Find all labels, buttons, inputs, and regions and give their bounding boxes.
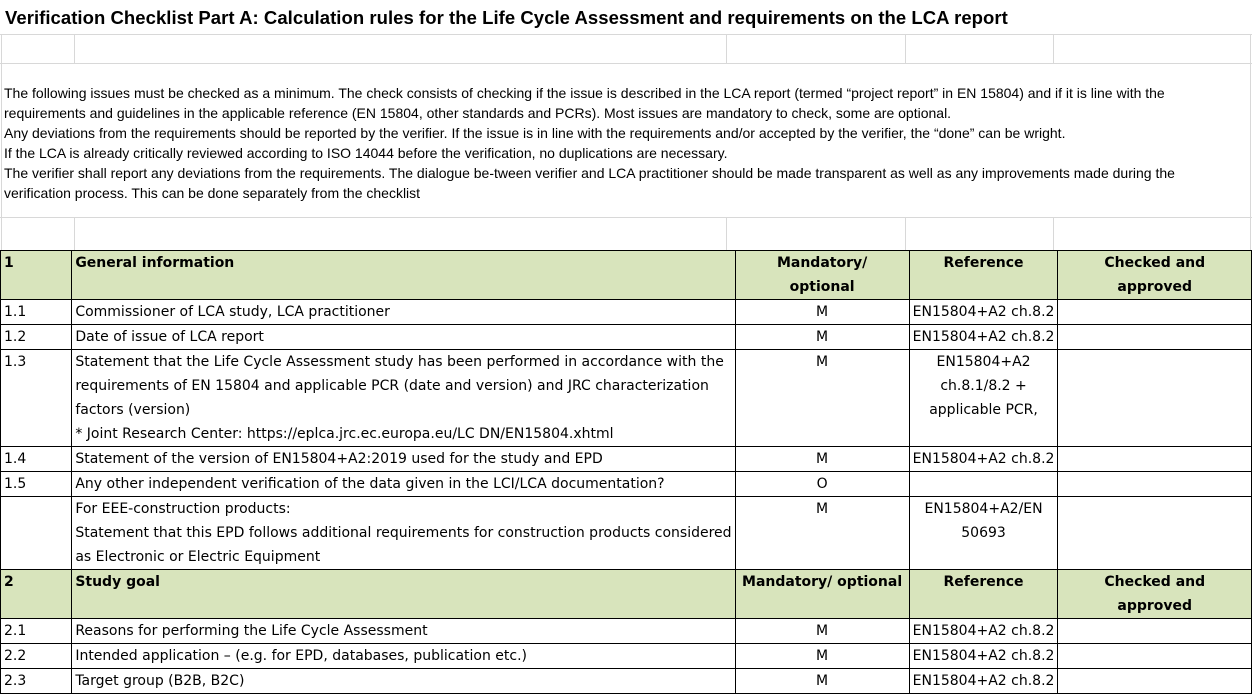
description-line-lines [75,447,731,471]
header-text-lines [739,251,906,299]
gridline [0,217,1252,218]
item-reference [909,497,1058,570]
checked-approved-cell[interactable] [1058,300,1252,325]
header-mandatory-optional [735,251,909,300]
gridline [0,34,1252,35]
description-line-lines [75,669,731,693]
table-row [1,644,1252,669]
item-description [72,350,735,447]
reference-line-lines [913,350,1055,422]
item-number: 1.5 [1,472,72,497]
item-number [1,497,72,570]
table-row [1,669,1252,694]
checked-approved-cell[interactable] [1058,325,1252,350]
item-mandatory-optional: M [735,447,909,472]
checked-approved-cell[interactable] [1058,669,1252,694]
checked-approved-cell[interactable] [1058,644,1252,669]
description-line: requirements of EN 15804 and applicable PCR (date and version) and JRC characterization [75,378,709,394]
gridline [1250,34,1251,250]
intro-paragraph: The following issues must be checked as a minimum. The check consists of checking if the issue is described in the LCA report (termed “project report” in EN 15804) and if it is line with the requirements and guidelines in the applicable reference (EN 15804, other standards and PCRs). Most issues are mandatory to check, some are optional. [4,85,1165,121]
reference-line-lines [913,300,1055,324]
intro-paragraph: The verifier shall report any deviations from the requirements. The dialogue be-tween verifier and LCA practitioner should be made transparent as well as any improvements made during the verification process. This can be done separately from the checklist [4,165,1175,201]
header-reference: Reference [909,251,1058,300]
header-text-lines [1061,570,1248,618]
description-line: Statement of the version of EN15804+A2:2019 used for the study and EPD [75,451,603,467]
checked-approved-cell[interactable] [1058,350,1252,447]
gridline [74,34,75,64]
gridline [0,63,1252,64]
header-text: Checked and [1104,574,1206,590]
item-reference [909,644,1058,669]
header-text-lines [1061,251,1248,299]
gridline [1053,217,1054,250]
item-reference [909,447,1058,472]
section-header-row [1,570,1252,619]
description-line-lines [75,644,731,668]
description-line-lines [75,497,731,569]
item-reference [909,300,1058,325]
item-number: 1.4 [1,447,72,472]
item-reference [909,669,1058,694]
gridline [905,34,906,64]
description-line: Intended application – (e.g. for EPD, databases, publication etc.) [75,648,528,664]
description-line-lines [75,300,731,324]
description-line-lines [75,619,731,643]
checked-approved-cell[interactable] [1058,497,1252,570]
table-row [1,350,1252,447]
description-line: Target group (B2B, B2C) [75,673,245,689]
header-mandatory-optional: Mandatory/ optional [735,570,909,619]
intro-paragraph: Any deviations from the requirements should be reported by the verifier. If the issue is in line with the requirements and/or accepted by the verifier, the “done” can be wright. [4,125,1066,141]
reference-line-lines [913,644,1055,668]
table-row [1,447,1252,472]
header-text: approved [1117,279,1193,295]
item-reference [909,325,1058,350]
reference-line-lines [913,497,1055,545]
table-row [1,300,1252,325]
header-checked-approved [1058,251,1252,300]
reference-line-lines [913,669,1055,693]
reference-line-lines [913,325,1055,349]
gridline [726,34,727,64]
description-line: * Joint Research Center: https://eplca.jrc.ec.europa.eu/LC DN/EN15804.xhtml [75,426,614,442]
item-description [72,644,735,669]
description-line-lines [75,472,731,496]
table-row [1,619,1252,644]
section-number: 2 [1,570,72,619]
table-row [1,497,1252,570]
item-description [72,619,735,644]
description-line: as Electronic or Electric Equipment [75,549,321,565]
section-title: Study goal [72,570,735,619]
description-line-lines [75,350,731,446]
header-text: Mandatory/ [776,255,868,271]
description-line: Date of issue of LCA report [75,329,264,345]
item-mandatory-optional: O [735,472,909,497]
description-line: Reasons for performing the Life Cycle Assessment [75,623,428,639]
item-reference [909,350,1058,447]
item-number: 2.2 [1,644,72,669]
reference-line: applicable PCR, [929,402,1038,418]
item-description [72,447,735,472]
description-line: Any other independent verification of the data given in the LCI/LCA documentation? [75,476,665,492]
item-mandatory-optional: M [735,644,909,669]
reference-line: ch.8.1/8.2 + [940,378,1027,394]
section-title: General information [72,251,735,300]
item-number: 2.3 [1,669,72,694]
header-text: optional [789,279,855,295]
gridline [1053,34,1054,64]
checked-approved-cell[interactable] [1058,619,1252,644]
item-description [72,669,735,694]
item-number: 1.1 [1,300,72,325]
description-line: For EEE-construction products: [75,501,291,517]
item-description [72,497,735,570]
reference-line: EN15804+A2 ch.8.2 [912,304,1055,320]
item-description [72,472,735,497]
checked-approved-cell[interactable] [1058,472,1252,497]
reference-line: EN15804+A2 ch.8.2 [912,648,1055,664]
description-line: factors (version) [75,402,191,418]
gridline [726,217,727,250]
intro-paragraph: If the LCA is already critically reviewed according to ISO 14044 before the verification, no duplications are necessary. [4,145,728,161]
section-header-row [1,251,1252,300]
item-mandatory-optional: M [735,619,909,644]
gridline [1,34,2,250]
table-row [1,472,1252,497]
intro-text [4,83,1244,203]
reference-line: EN15804+A2 [936,354,1031,370]
checked-approved-cell[interactable] [1058,447,1252,472]
table-row [1,325,1252,350]
reference-line: EN15804+A2 ch.8.2 [912,623,1055,639]
header-reference: Reference [909,570,1058,619]
gridline [905,217,906,250]
item-reference [909,472,1058,497]
page-title: Verification Checklist Part A: Calculation rules for the Life Cycle Assessment and requirements on the LCA report [5,7,1008,28]
reference-line: EN15804+A2 ch.8.2 [912,673,1055,689]
description-line-lines [75,325,731,349]
reference-line: 50693 [961,525,1006,541]
item-description [72,300,735,325]
item-mandatory-optional: M [735,300,909,325]
item-number: 1.2 [1,325,72,350]
item-number: 1.3 [1,350,72,447]
header-text: approved [1117,598,1193,614]
item-mandatory-optional: M [735,669,909,694]
reference-line-lines [913,619,1055,643]
header-text: Checked and [1104,255,1206,271]
section-number: 1 [1,251,72,300]
item-description [72,325,735,350]
header-checked-approved [1058,570,1252,619]
description-line: Statement that this EPD follows additional requirements for construction products considered [75,525,732,541]
checklist-table [0,250,1252,694]
reference-line: EN15804+A2 ch.8.2 [912,451,1055,467]
description-line: Statement that the Life Cycle Assessment study has been performed in accordance with the [75,354,724,370]
reference-line-lines [913,447,1055,471]
reference-line: EN15804+A2/EN [924,501,1043,517]
item-reference [909,619,1058,644]
gridline [74,217,75,250]
item-mandatory-optional: M [735,325,909,350]
item-mandatory-optional: M [735,350,909,447]
item-mandatory-optional: M [735,497,909,570]
description-line: Commissioner of LCA study, LCA practitioner [75,304,390,320]
item-number: 2.1 [1,619,72,644]
reference-line: EN15804+A2 ch.8.2 [912,329,1055,345]
